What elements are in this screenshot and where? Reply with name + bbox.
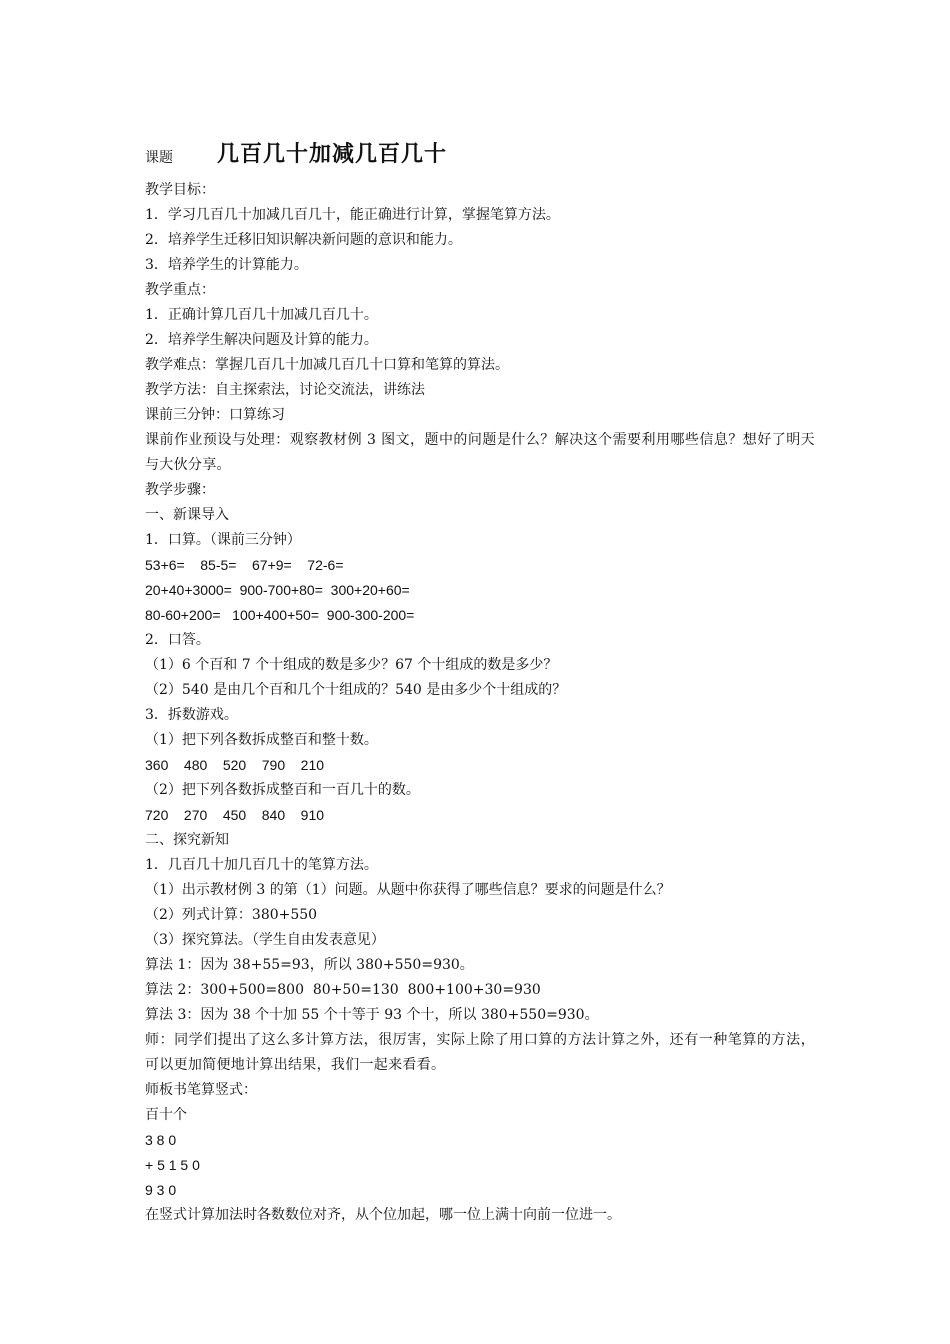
split-game-numbers-1: 360 480 520 790 210	[145, 757, 325, 773]
split-game-task-1: （1）把下列各数拆成整百和整十数。	[145, 732, 378, 748]
key-point-item-1: 1．正确计算几百几十加减几百几十。	[145, 307, 378, 323]
oral-calc-heading: 1．口算。（课前三分钟）	[145, 532, 301, 548]
oral-answer-question-2: （2）540 是由几个百和几个十组成的？540 是由多少个十组成的？	[145, 682, 567, 698]
explore-step-1: （1）出示教材例 3 的第（1）问题。从题中你获得了哪些信息？要求的问题是什么？	[145, 882, 671, 898]
method-line: 教学方法：自主探索法，讨论交流法，讲练法	[145, 382, 425, 398]
algorithm-3: 算法 3：因为 38 个十加 55 个十等于 93 个十，所以 380+550=930。	[145, 1007, 599, 1023]
oral-calc-row-1: 53+6= 85-5= 67+9= 72-6=	[145, 557, 344, 573]
page-title: 几百几十加减几百几十	[217, 141, 448, 167]
vertical-calc-rule: 在竖式计算加法时各数数位对齐，从个位加起，哪一位上满十向前一位进一。	[145, 1207, 621, 1223]
vertical-calc-row-2: + 5 1 5 0	[145, 1157, 200, 1173]
step-heading-intro: 一、新课导入	[145, 507, 229, 523]
objective-item-1: 1．学习几百几十加减几百几十，能正确进行计算，掌握笔算方法。	[145, 207, 560, 223]
split-game-numbers-2: 720 270 450 840 910	[145, 807, 325, 823]
title-label: 课题	[145, 150, 173, 166]
split-game-task-2: （2）把下列各数拆成整百和一百几十的数。	[145, 782, 420, 798]
oral-calc-row-3: 80-60+200= 100+400+50= 900-300-200=	[145, 607, 415, 623]
key-point-item-2: 2．培养学生解决问题及计算的能力。	[145, 332, 378, 348]
algorithm-2: 算法 2：300+500=800 80+50=130 800+100+30=930	[145, 982, 541, 998]
section-heading-objectives: 教学目标：	[145, 182, 215, 198]
section-heading-steps: 教学步骤：	[145, 482, 215, 498]
step-heading-explore: 二、探究新知	[145, 832, 229, 848]
vertical-calc-place-labels: 百十个	[145, 1107, 187, 1123]
board-heading: 师板书笔算竖式：	[145, 1082, 257, 1098]
warmup-line: 课前三分钟：口算练习	[145, 407, 285, 423]
oral-calc-row-2: 20+40+3000= 900-700+80= 300+20+60=	[145, 582, 410, 598]
section-heading-key-points: 教学重点：	[145, 282, 215, 298]
teacher-remark-paragraph: 师：同学们提出了这么多计算方法，很厉害，实际上除了用口算的方法计算之外，还有一种笔算的方法，可以更加简便地计算出结果，我们一起来看看。	[145, 1032, 815, 1073]
written-method-heading: 1．几百几十加几百几十的笔算方法。	[145, 857, 378, 873]
objective-item-3: 3．培养学生的计算能力。	[145, 257, 308, 273]
document-body	[145, 140, 815, 1228]
title-row	[145, 140, 815, 168]
difficulty-line: 教学难点：掌握几百几十加减几百几十口算和笔算的算法。	[145, 357, 509, 373]
oral-answer-heading: 2．口答。	[145, 632, 210, 648]
homework-paragraph: 课前作业预设与处理：观察教材例 3 图文，题中的问题是什么？解决这个需要利用哪些信息？想好了明天与大伙分享。	[145, 432, 815, 473]
split-game-heading: 3．拆数游戏。	[145, 707, 238, 723]
explore-step-2: （2）列式计算：380+550	[145, 907, 318, 923]
vertical-calc-row-1: 3 8 0	[145, 1132, 177, 1148]
objective-item-2: 2．培养学生迁移旧知识解决新问题的意识和能力。	[145, 232, 462, 248]
oral-answer-question-1: （1）6 个百和 7 个十组成的数是多少？67 个十组成的数是多少？	[145, 657, 558, 673]
explore-step-3: （3）探究算法。（学生自由发表意见）	[145, 932, 385, 948]
vertical-calc-result: 9 3 0	[145, 1182, 177, 1198]
algorithm-1: 算法 1：因为 38+55=93，所以 380+550=930。	[145, 957, 474, 973]
